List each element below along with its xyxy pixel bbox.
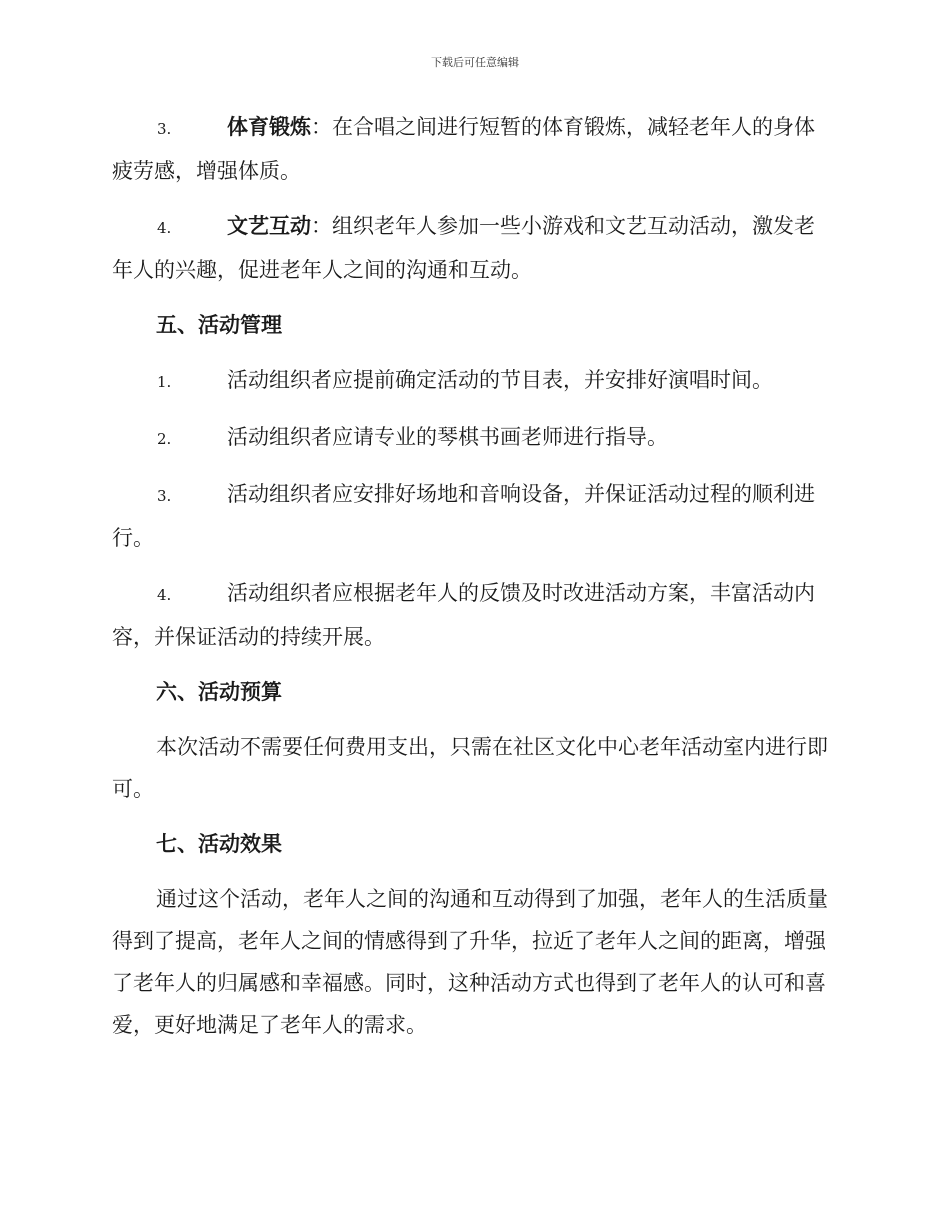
section-heading-management: 五、活动管理 <box>156 312 282 337</box>
item-number: 3. <box>157 487 172 505</box>
item-text: 活动组织者应安排好场地和音响设备，并保证活动过程的顺利进行。 <box>112 482 815 550</box>
list-item <box>112 106 832 192</box>
list-item <box>112 572 832 658</box>
document-body <box>112 106 832 1059</box>
item-title: 体育锻炼 <box>227 114 311 139</box>
list-item <box>112 359 832 403</box>
item-text: 活动组织者应根据老年人的反馈及时改进活动方案，丰富活动内容，并保证活动的持续开展。 <box>112 581 815 649</box>
item-number: 4. <box>157 586 172 604</box>
item-text: ：组织老年人参加一些小游戏和文艺互动活动，激发老年人的兴趣，促进老年人之间的沟通和互动。 <box>112 214 815 282</box>
item-text: 活动组织者应提前确定活动的节目表，并安排好演唱时间。 <box>227 368 773 392</box>
item-number: 4. <box>157 219 172 237</box>
list-item <box>112 205 832 291</box>
item-number: 2. <box>157 430 172 448</box>
item-number: 1. <box>157 373 172 391</box>
item-number: 3. <box>157 120 172 138</box>
section-heading-budget: 六、活动预算 <box>156 679 282 704</box>
item-text: 活动组织者应请专业的琴棋书画老师进行指导。 <box>227 425 668 449</box>
list-item <box>112 473 832 559</box>
page-header: 下载后可任意编辑 <box>431 56 519 69</box>
item-title: 文艺互动 <box>227 213 311 238</box>
section-heading-effect: 七、活动效果 <box>156 831 282 856</box>
effect-paragraph: 通过这个活动，老年人之间的沟通和互动得到了加强，老年人的生活质量得到了提高，老年人之间的情感得到了升华，拉近了老年人之间的距离，增强了老年人的归属感和幸福感。同时，这种活动方式也得到了老年人的认可和喜爱，更好地满足了老年人的需求。 <box>112 887 828 1037</box>
budget-paragraph: 本次活动不需要任何费用支出，只需在社区文化中心老年活动室内进行即可。 <box>112 735 828 801</box>
item-text: ：在合唱之间进行短暂的体育锻炼，减轻老年人的身体疲劳感，增强体质。 <box>112 115 815 183</box>
list-item <box>112 416 832 460</box>
